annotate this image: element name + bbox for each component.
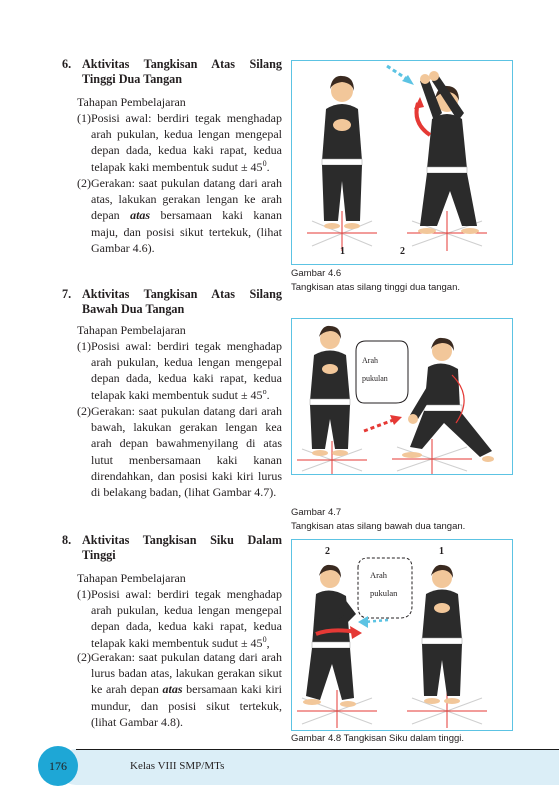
step-number: (2) [77, 176, 91, 190]
section-title-line2: Bawah Dua Tangan [82, 302, 185, 316]
section-number: 7. [62, 287, 72, 301]
attack-arrow-head [402, 75, 414, 85]
figure-elbow-block [303, 565, 356, 707]
section-subheading: Tahapan Pembelajaran [77, 95, 186, 109]
figure-caption-text: Tangkisan atas silang bawah dua tangan. [291, 521, 466, 532]
attack-arrow [364, 419, 396, 431]
figure-4-6 [291, 60, 513, 265]
step-text: Gerakan: saat pukulan datang dari arah lurus badan atas, lakukan gerakan sikut ke arah depan atas bersamaan kaki kiri mundur, dan posisi sikut tertekuk, (lihat Gambar 4.8). [91, 650, 282, 729]
step-item [77, 338, 282, 403]
block-arrow-head [414, 97, 424, 109]
figure-standing [310, 326, 350, 456]
figure-caption-title: Gambar 4.6 [291, 268, 342, 279]
bubble-line: pukulan [362, 374, 388, 383]
step-text: Posisi awal: berdiri tegak menghadap arah pukulan, kedua lengan mengepal depan dada, kedua kaki rapat, kedua telapak kaki membentuk sudut ± $45^0$, [91, 587, 282, 650]
elbow-arrow-head [350, 626, 362, 639]
page-number: 176 [38, 746, 78, 786]
figure-4-7 [291, 318, 513, 475]
step-text: Posisi awal: berdiri tegak menghadap arah pukulan, kedua lengan mengepal depan dada, kedua kaki rapat, kedua telapak kaki membentuk sudut ± $45^o$. [91, 339, 282, 402]
section-title-line1: Aktivitas Tangkisan Siku Dalam [82, 533, 282, 547]
step-number: (1) [77, 339, 91, 353]
figure-label: 2 [325, 546, 330, 557]
section-title-line2: Tinggi Dua Tangan [82, 72, 183, 86]
figure-label: 1 [439, 546, 444, 557]
step-item [77, 110, 282, 175]
section-title-line1: Aktivitas Tangkisan Atas Silang [82, 287, 282, 301]
figure-4-8-illustration [292, 540, 512, 730]
section-subheading: Tahapan Pembelajaran [77, 323, 186, 337]
step-item [77, 403, 282, 500]
section-subheading: Tahapan Pembelajaran [77, 571, 186, 585]
step-number: (2) [77, 650, 91, 664]
figure-label: 2 [400, 246, 405, 257]
figure-4-7-illustration [292, 319, 512, 474]
figure-blocking [418, 71, 479, 234]
figure-4-6-illustration [292, 61, 512, 264]
attack-arrow-head [358, 616, 368, 628]
step-item [77, 649, 282, 730]
figure-caption-text: Gambar 4.8 Tangkisan Siku dalam tinggi. [291, 733, 465, 744]
section-7-title [62, 287, 282, 317]
bubble-line: Arah [370, 570, 387, 580]
figure-standing [422, 565, 462, 704]
step-number: (1) [77, 111, 91, 125]
footer-rule [76, 749, 559, 750]
figure-label: 1 [340, 246, 345, 257]
bubble [358, 558, 412, 618]
step-text: Posisi awal: berdiri tegak menghadap arah pukulan, kedua lengan mengepal depan dada, kedua kaki rapat, kedua telapak kaki membentuk sudut ± $45^0$. [91, 111, 282, 174]
section-title-line1: Aktivitas Tangkisan Atas Silang [82, 57, 282, 71]
step-text: Gerakan: saat pukulan datang dari arah atas, lakukan gerakan lengan ke arah depan atas bersamaan kaki kanan maju, dan posisi sikut tertekuk, (lihat Gambar 4.6). [91, 176, 282, 255]
figure-standing [322, 76, 362, 229]
bubble-line: pukulan [370, 588, 398, 598]
section-8-title [62, 533, 282, 563]
figure-caption-title: Gambar 4.7 [291, 507, 342, 518]
step-number: (2) [77, 404, 91, 418]
bubble-line: Arah [362, 356, 378, 365]
figure-lunging [402, 338, 494, 462]
bubble [356, 341, 408, 403]
section-number: 6. [62, 57, 72, 71]
section-number: 8. [62, 533, 72, 547]
figure-caption-text: Tangkisan atas silang tinggi dua tangan. [291, 282, 461, 293]
step-text: Gerakan: saat pukulan datang dari arah bawah, lakukan gerakan lengan kea arah depan bawahmenyilang di atas lutut menbersamaan kaki kanan direndahkan, dan posisi kaki kiri lurus di belakang badan, (lihat Gambar 4.7). [91, 404, 282, 500]
section-6-title [62, 57, 282, 87]
step-item [77, 586, 282, 651]
step-item [77, 175, 282, 256]
section-title-line2: Tinggi [82, 548, 116, 562]
figure-4-8 [291, 539, 513, 731]
step-number: (1) [77, 587, 91, 601]
footer-book-title: Kelas VIII SMP/MTs [130, 760, 225, 772]
